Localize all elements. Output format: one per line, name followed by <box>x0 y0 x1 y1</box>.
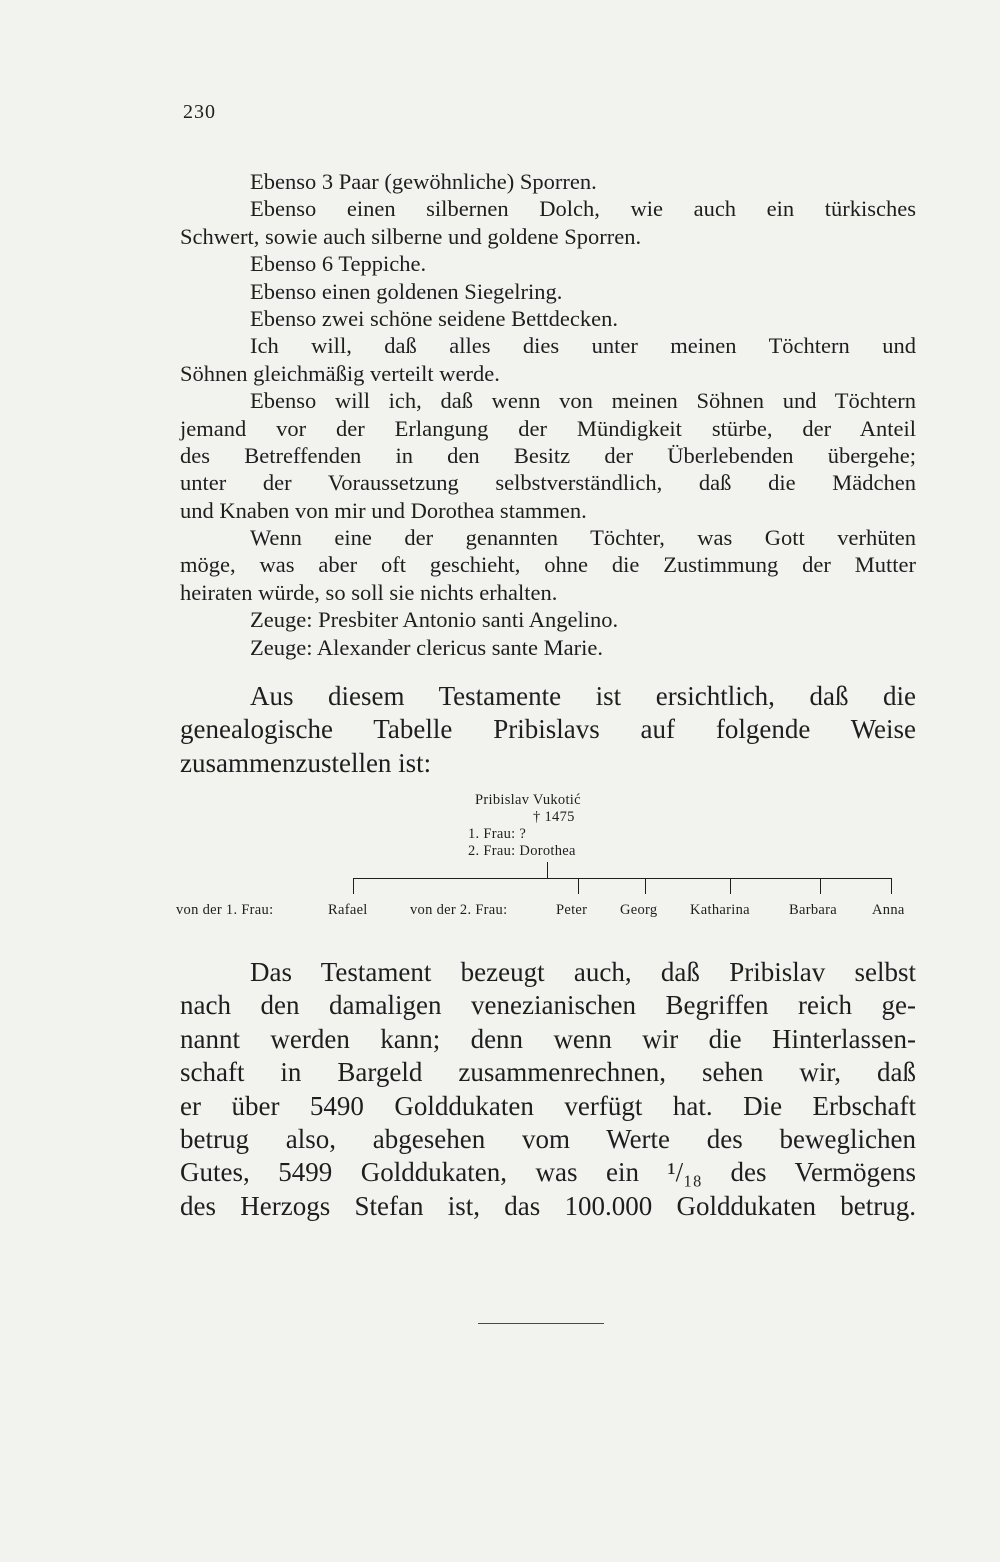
death-year: † 1475 <box>533 809 575 825</box>
drop-line-katharina <box>730 878 731 894</box>
text-line: Aus diesem Testamente ist ersichtlich, daß die <box>250 681 916 711</box>
text-line: Ebenso 3 Paar (gewöhnliche) Sporren. <box>250 169 597 194</box>
text-line: des Betreffenden in den Besitz der Überlebenden übergehe; <box>180 442 916 468</box>
child-name: Rafael <box>328 902 368 918</box>
text-line: des Herzogs Stefan ist, das 100.000 Golddukaten betrug. <box>180 1190 916 1221</box>
drop-line-anna <box>891 878 892 894</box>
child-name: Peter <box>556 902 588 918</box>
text-line: unter der Voraussetzung selbstverständlich, daß die Mädchen <box>180 470 916 496</box>
second-wife: 2. Frau: Dorothea <box>468 843 576 859</box>
text-line: jemand vor der Erlangung der Mündigkeit stürbe, der Anteil <box>180 415 916 441</box>
drop-line-georg <box>645 878 646 894</box>
text-line: und Knaben von mir und Dorothea stammen. <box>180 497 587 523</box>
child-name: Katharina <box>690 902 750 918</box>
text-line: zusammenzustellen ist: <box>180 747 432 778</box>
drop-line-rafael <box>353 878 354 894</box>
text-line: Söhnen gleichmäßig verteilt werde. <box>180 360 500 386</box>
text-line: heiraten würde, so soll sie nichts erhalten. <box>180 579 558 605</box>
first-wife-children-label: von der 1. Frau: <box>176 902 274 918</box>
testament-list <box>180 168 916 661</box>
closing-rule <box>478 1323 604 1324</box>
text-line: Gutes, 5499 Golddukaten, was ein ¹/₁₈ des Vermögens <box>180 1157 916 1188</box>
genealogy-table <box>0 788 1000 928</box>
child-name: Anna <box>872 902 905 918</box>
child-name: Georg <box>620 902 658 918</box>
drop-line-peter <box>578 878 579 894</box>
text-line: nach den damaligen venezianischen Begriffen reich ge- <box>180 990 916 1021</box>
conclusion-paragraph <box>180 680 916 780</box>
text-line: Ebenso einen goldenen Siegelring. <box>250 278 563 304</box>
text-line: Wenn eine der genannten Töchter, was Gott verhüten <box>250 525 916 551</box>
stem-line <box>547 862 548 879</box>
text-line: Ebenso 6 Teppiche. <box>250 251 427 277</box>
ancestor-name: Pribislav Vukotić <box>475 792 581 808</box>
text-line: möge, was aber oft geschieht, ohne die Zustimmung der Mutter <box>180 552 916 578</box>
child-name: Barbara <box>789 902 837 918</box>
wealth-paragraph <box>180 956 916 1223</box>
text-line: Ebenso zwei schöne seidene Bettdecken. <box>250 305 618 331</box>
text-line: betrug also, abgesehen vom Werte des beweglichen <box>180 1123 916 1154</box>
drop-line-barbara <box>820 878 821 894</box>
first-wife: 1. Frau: ? <box>468 826 527 842</box>
text-line: Ich will, daß alles dies unter meinen Töchtern und <box>250 333 916 359</box>
text-line: er über 5490 Golddukaten verfügt hat. Die Erbschaft <box>180 1090 916 1121</box>
text-line: Zeuge: Presbiter Antonio santi Angelino. <box>250 607 619 633</box>
text-line: Das Testament bezeugt auch, daß Pribislav selbst <box>250 957 916 987</box>
text-line: nannt werden kann; denn wenn wir die Hinterlassen- <box>180 1023 916 1054</box>
page-number: 230 <box>183 101 216 123</box>
text-line: schaft in Bargeld zusammenrechnen, sehen wir, daß <box>180 1057 916 1088</box>
branch-line <box>353 878 892 879</box>
text-line: Ebenso will ich, daß wenn von meinen Söhnen und Töchtern <box>250 388 916 414</box>
text-line: Zeuge: Alexander clericus sante Marie. <box>250 634 603 660</box>
text-line: genealogische Tabelle Pribislavs auf folgende Weise <box>180 714 916 745</box>
second-wife-children-label: von der 2. Frau: <box>410 902 508 918</box>
text-line: Schwert, sowie auch silberne und goldene Sporren. <box>180 223 642 249</box>
text-line: Ebenso einen silbernen Dolch, wie auch ein türkisches <box>250 196 916 222</box>
